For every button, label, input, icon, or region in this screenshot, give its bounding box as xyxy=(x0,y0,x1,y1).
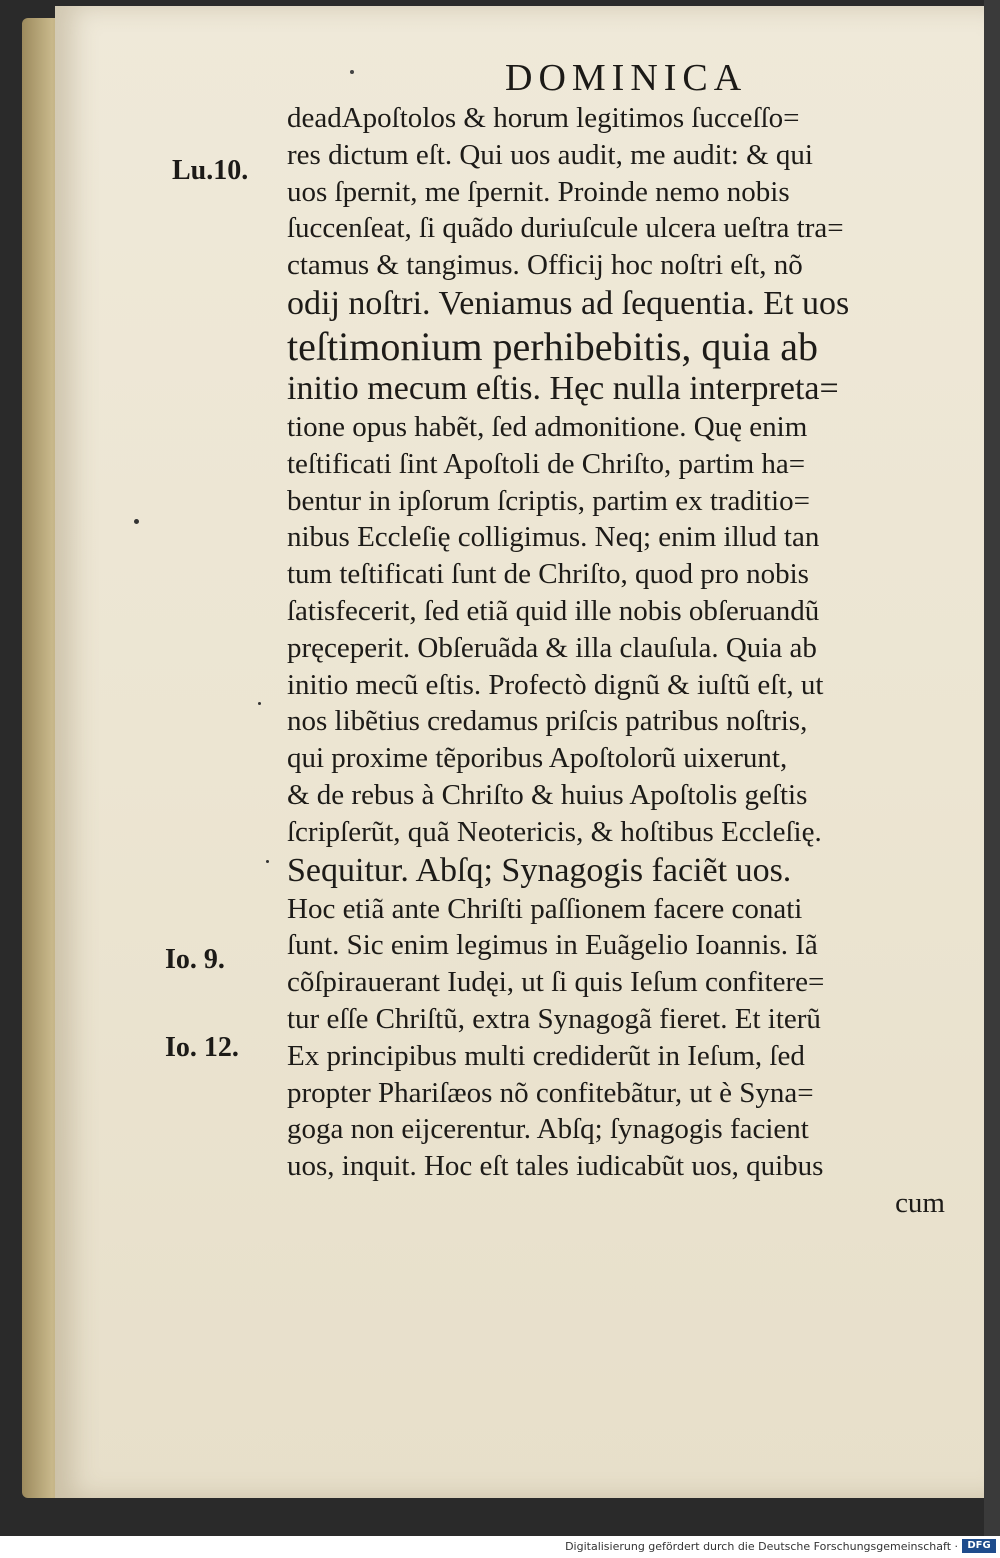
text-line: tum teſtificati ſunt de Chriſto, quod pro nobis xyxy=(287,558,809,591)
text-line: pręceperit. Obſeruãda & illa clauſula. Quia ab xyxy=(287,631,817,664)
text-line: Hoc etiã ante Chriſti paſſionem facere conati xyxy=(287,892,803,925)
body-text xyxy=(287,100,967,1222)
footer-credit: Digitalisierung gefördert durch die Deutsche Forschungsgemeinschaft · xyxy=(565,1540,958,1553)
text-line: initio mecum eſtis. Hęc nulla interpreta= xyxy=(287,369,839,407)
text-line: uos, inquit. Hoc eſt tales iudicabũt uos, quibus xyxy=(287,1150,824,1183)
text-line: cum xyxy=(895,1186,945,1219)
text-line: Sequitur. Abſq; Synagogis faciẽt uos. xyxy=(287,851,792,889)
text-line: nibus Eccleſię colligimus. Neq; enim illud tan xyxy=(287,521,820,554)
ink-speck xyxy=(350,70,354,74)
text-line: ſatisfecerit, ſed etiã quid ille nobis obſeruandũ xyxy=(287,594,820,627)
dfg-logo: DFG xyxy=(962,1539,996,1553)
text-line: propter Phariſæos nõ confitebãtur, ut è Syna= xyxy=(287,1076,814,1109)
text-line: ſunt. Sic enim legimus in Euãgelio Ioannis. Iã xyxy=(287,929,818,962)
text-line: bentur in ipſorum ſcriptis, partim ex traditio= xyxy=(287,484,810,517)
ink-speck xyxy=(266,860,269,863)
text-line: goga non eijcerentur. Abſq; ſynagogis facient xyxy=(287,1113,809,1146)
text-line: cõſpirauerant Iudęi, ut ſi quis Ieſum confitere= xyxy=(287,966,825,999)
text-line: tione opus habẽt, ſed admonitione. Quę enim xyxy=(287,410,808,443)
text-line: deadApoſtolos & horum legitimos ſucceſſo= xyxy=(287,102,800,134)
text-line: odij noſtri. Veniamus ad ſequentia. Et uos xyxy=(287,284,850,322)
text-line: & de rebus à Chriſto & huius Apoſtolis geſtis xyxy=(287,778,808,811)
ink-speck xyxy=(134,519,139,524)
text-line: initio mecũ eſtis. Profectò dignũ & iuſtũ eſt, ut xyxy=(287,668,824,701)
text-line: nos libẽtius credamus priſcis patribus noſtris, xyxy=(287,705,808,738)
text-line: ſuccenſeat, ſi quãdo duriuſcule ulcera ueſtra tra= xyxy=(287,212,844,245)
text-line: ctamus & tangimus. Officij hoc noſtri eſt, nõ xyxy=(287,249,803,282)
text-line: ſcripſerũt, quã Neotericis, & hoſtibus Eccleſię. xyxy=(287,815,822,848)
running-head: DOMINICA xyxy=(505,57,748,99)
margin-note-io12: Io. 12. xyxy=(165,1032,239,1063)
text-line: qui proxime tẽporibus Apoſtolorũ uixerunt, xyxy=(287,742,788,775)
margin-note-io9: Io. 9. xyxy=(165,944,225,975)
text-line: res dictum eſt. Qui uos audit, me audit: & qui xyxy=(287,138,813,171)
text-line: tur eſſe Chriſtũ, extra Synagogã fieret. Et iterũ xyxy=(287,1002,821,1035)
margin-note-lu10: Lu.10. xyxy=(172,155,249,186)
text-line: Ex principibus multi crediderũt in Ieſum, ſed xyxy=(287,1039,805,1072)
text-line: uos ſpernit, me ſpernit. Proinde nemo nobis xyxy=(287,175,790,208)
footer-bar xyxy=(0,1536,1000,1558)
scan-right-border xyxy=(984,0,1000,1536)
text-line: teſtimonium perhibebitis, quia ab xyxy=(287,323,819,369)
text-line: teſtificati ſint Apoſtoli de Chriſto, partim ha= xyxy=(287,447,806,480)
ink-speck xyxy=(258,702,261,705)
